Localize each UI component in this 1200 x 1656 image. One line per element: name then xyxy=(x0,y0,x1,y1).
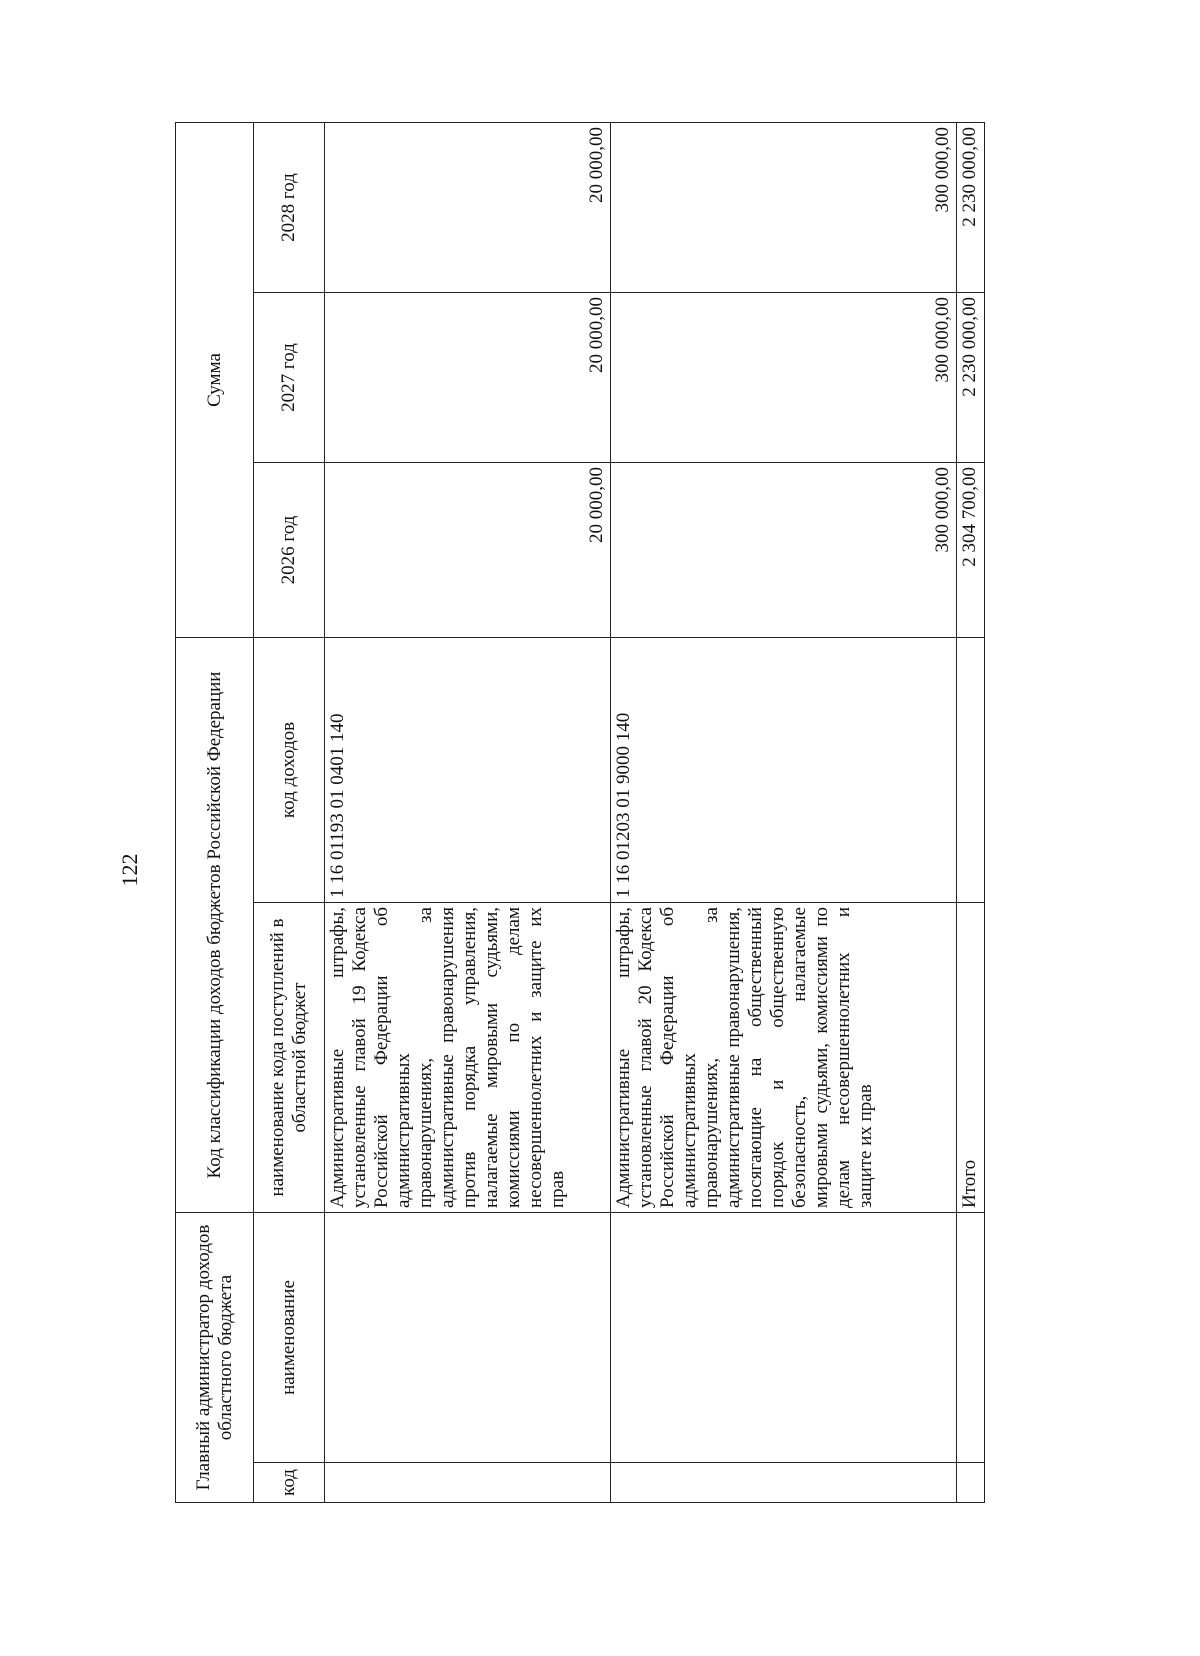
total-label: Итого xyxy=(956,903,984,1213)
row-sum-2027: 20 000,00 xyxy=(324,293,610,463)
row-sum-2027: 300 000,00 xyxy=(610,293,956,463)
total-sum-2026: 2 304 700,00 xyxy=(956,463,984,638)
total-sum-2027: 2 230 000,00 xyxy=(956,293,984,463)
row-admin-name xyxy=(324,1213,610,1463)
row-sum-2028: 20 000,00 xyxy=(324,123,610,293)
header-year-2027: 2027 год xyxy=(254,293,324,463)
header-income-code: код доходов xyxy=(254,638,324,903)
header-income-name: наименование кода поступлений в областной бюджет xyxy=(254,903,324,1213)
total-sum-2028: 2 230 000,00 xyxy=(956,123,984,293)
row-description: Административные штрафы, установленные главой 20 Кодекса Российской Федерации об административных правонарушениях, за административные правонарушения, посягающие на общественный порядок и общественную безопасность, налагаемые мировыми судьями, комиссиями по делам несовершеннолетних и защите их прав xyxy=(610,903,956,1213)
header-year-2026: 2026 год xyxy=(254,463,324,638)
row-description: Административные штрафы, установленные главой 19 Кодекса Российской Федерации об административных правонарушениях, за административные правонарушения против порядка управления, налагаемые мировыми судьями, комиссиями по делам несовершеннолетних и защите их прав xyxy=(324,903,610,1213)
row-admin-code xyxy=(610,1463,956,1503)
row-income-code: 1 16 01193 01 0401 140 xyxy=(324,638,610,903)
header-classification-group: Код классификации доходов бюджетов Российской Федерации xyxy=(176,638,254,1213)
rotated-table-frame xyxy=(175,123,985,1503)
total-admin-name xyxy=(956,1213,984,1463)
row-sum-2026: 20 000,00 xyxy=(324,463,610,638)
header-year-2028: 2028 год xyxy=(254,123,324,293)
row-income-code: 1 16 01203 01 9000 140 xyxy=(610,638,956,903)
header-admin-name: наименование xyxy=(254,1213,324,1463)
total-admin-code xyxy=(956,1463,984,1503)
header-row-1 xyxy=(176,123,254,1503)
row-admin-name xyxy=(610,1213,956,1463)
row-admin-code xyxy=(324,1463,610,1503)
header-admin-group: Главный администратор доходов областного бюджета xyxy=(176,1213,254,1503)
page-number: 122 xyxy=(117,853,142,887)
row-sum-2026: 300 000,00 xyxy=(610,463,956,638)
budget-income-table xyxy=(175,122,985,1503)
row-sum-2028: 300 000,00 xyxy=(610,123,956,293)
table-row xyxy=(610,123,956,1503)
header-row-2 xyxy=(254,123,324,1503)
total-row xyxy=(956,123,984,1503)
total-income-code xyxy=(956,638,984,903)
header-sum-group: Сумма xyxy=(176,123,254,638)
header-admin-code: код xyxy=(254,1463,324,1503)
rotated-table-inner xyxy=(175,123,985,1503)
table-row xyxy=(324,123,610,1503)
